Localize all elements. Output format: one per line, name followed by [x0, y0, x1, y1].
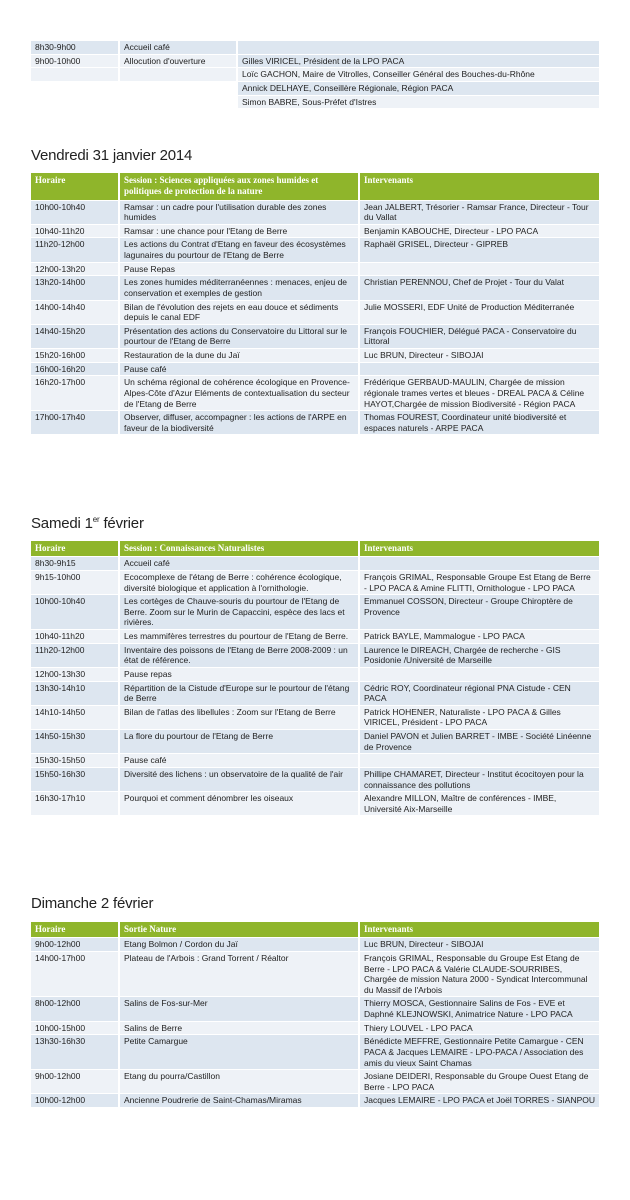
header-session: Session : Sciences appliquées aux zones humides et politiques de protection de la nature [118, 173, 358, 200]
session-cell: Accueil café [118, 557, 358, 570]
time-cell: 11h20-12h00 [31, 644, 118, 667]
session-cell [118, 68, 236, 81]
speaker-cell: Josiane DEIDERI, Responsable du Groupe Ouest Etang de Berre - LPO PACA [358, 1070, 599, 1093]
table-row [31, 276, 599, 299]
session-cell: Les mammifères terrestres du pourtour de l'Etang de Berre. [118, 630, 358, 643]
speaker-cell: Julie MOSSERI, EDF Unité de Production Méditerranée [358, 301, 599, 324]
speaker-cell: Daniel PAVON et Julien BARRET - IMBE - Société Linéenne de Provence [358, 730, 599, 753]
time-cell: 16h00-16h20 [31, 363, 118, 376]
table-row [31, 571, 599, 594]
session-cell: Inventaire des poissons de l'Etang de Berre 2008-2009 : un état de référence. [118, 644, 358, 667]
time-cell: 9h00-12h00 [31, 938, 118, 951]
table-header [31, 173, 599, 200]
session-cell: Ancienne Poudrerie de Saint-Chamas/Miramas [118, 1094, 358, 1107]
speaker-cell: Benjamin KABOUCHE, Directeur - LPO PACA [358, 225, 599, 238]
table-row [31, 325, 599, 348]
session-cell: Ramsar : un cadre pour l'utilisation durable des zones humides [118, 201, 358, 224]
table-row [31, 792, 599, 815]
time-cell: 9h00-12h00 [31, 1070, 118, 1093]
time-cell: 14h00-17h00 [31, 952, 118, 997]
session-cell: Ramsar : une chance pour l'Etang de Berre [118, 225, 358, 238]
speaker-cell: François GRIMAL, Responsable Groupe Est Etang de Berre - LPO PACA & Amine FLITTI, Ornithologue - LPO PACA [358, 571, 599, 594]
speaker-cell: Patrick BAYLE, Mammalogue - LPO PACA [358, 630, 599, 643]
table-row [31, 595, 599, 629]
time-cell: 8h30-9h15 [31, 557, 118, 570]
header-session: Session : Connaissances Naturalistes [118, 541, 358, 556]
table-row [31, 41, 599, 54]
saturday-heading-sup: er [92, 515, 100, 524]
speaker-cell: Simon BABRE, Sous-Préfet d'Istres [236, 96, 599, 109]
session-cell: Les zones humides méditerranéennes : menaces, enjeu de conservation et exemples de gestion [118, 276, 358, 299]
session-cell: Observer, diffuser, accompagner : les actions de l'ARPE en faveur de la biodiversité [118, 411, 358, 434]
session-cell: Ecocomplexe de l'étang de Berre : cohérence écologique, diversité biologique et application à l'ornithologie. [118, 571, 358, 594]
session-cell: Pause Repas [118, 263, 358, 276]
table-row [31, 730, 599, 753]
session-cell: Salins de Fos-sur-Mer [118, 997, 358, 1020]
time-cell: 13h30-14h10 [31, 682, 118, 705]
speaker-cell: Thierry MOSCA, Gestionnaire Salins de Fos - EVE et Daphné KLEJNOWSKI, Animatrice Nature - LPO PACA [358, 997, 599, 1020]
session-cell: Allocution d'ouverture [118, 55, 236, 68]
session-cell: Pause café [118, 363, 358, 376]
header-speakers: Intervenants [358, 922, 599, 937]
table-row [31, 55, 599, 68]
speaker-cell: Phillipe CHAMARET, Directeur - Institut écocitoyen pour la connaissance des pollutions [358, 768, 599, 791]
speaker-cell: Thiery LOUVEL - LPO PACA [358, 1022, 599, 1035]
time-cell: 9h00-10h00 [31, 55, 118, 68]
speaker-cell: Jacques LEMAIRE - LPO PACA et Joël TORRES - SIANPOU [358, 1094, 599, 1107]
time-cell: 14h50-15h30 [31, 730, 118, 753]
time-cell: 13h20-14h00 [31, 276, 118, 299]
speaker-cell [358, 363, 599, 376]
table-row [31, 349, 599, 362]
speaker-cell: Frédérique GERBAUD-MAULIN, Chargée de mission régionale trames vertes et bleues - DREAL PACA & Céline HAYOT,Chargée de mission Biodiversité - Région PACA [358, 376, 599, 410]
time-cell: 17h00-17h40 [31, 411, 118, 434]
session-cell: Bilan de l'atlas des libellules : Zoom sur l'Etang de Berre [118, 706, 358, 729]
session-cell: Répartition de la Cistude d'Europe sur le pourtour de l'étang de Berre [118, 682, 358, 705]
table-row [31, 630, 599, 643]
session-cell: Restauration de la dune du Jaï [118, 349, 358, 362]
table-row [31, 82, 599, 95]
session-cell: Accueil café [118, 41, 236, 54]
friday-table [31, 172, 599, 435]
session-cell: La flore du pourtour de l'Etang de Berre [118, 730, 358, 753]
speaker-cell: Bénédicte MEFFRE, Gestionnaire Petite Camargue - CEN PACA & Jacques LEMAIRE - LPO-PACA / Association des amis du vieux Saint Chamas [358, 1035, 599, 1069]
time-cell: 10h40-11h20 [31, 630, 118, 643]
table-row [31, 376, 599, 410]
table-row [31, 96, 599, 109]
time-cell: 15h50-16h30 [31, 768, 118, 791]
table-row [31, 952, 599, 997]
speaker-cell: Raphaël GRISEL, Directeur - GIPREB [358, 238, 599, 261]
session-cell: Etang Bolmon / Cordon du Jaï [118, 938, 358, 951]
table-row [31, 557, 599, 570]
speaker-cell [236, 41, 599, 54]
speaker-cell: Jean JALBERT, Trésorier - Ramsar France, Directeur - Tour du Vallat [358, 201, 599, 224]
table-row [31, 301, 599, 324]
table-row [31, 263, 599, 276]
speaker-cell: Gilles VIRICEL, Président de la LPO PACA [236, 55, 599, 68]
table-row [31, 682, 599, 705]
session-cell: Un schéma régional de cohérence écologique en Provence-Alpes-Côte d'Azur Eléments de contextualisation du secteur de l'Etang de Berre [118, 376, 358, 410]
time-cell: 14h00-14h40 [31, 301, 118, 324]
session-cell: Les actions du Contrat d'Etang en faveur des écosystèmes lagunaires du pourtour de l'Etang de Berre [118, 238, 358, 261]
time-cell: 10h00-10h40 [31, 595, 118, 629]
time-cell: 16h30-17h10 [31, 792, 118, 815]
speaker-cell: Laurence le DIREACH, Chargée de recherche - GIS Posidonie /Université de Marseille [358, 644, 599, 667]
time-cell: 10h00-10h40 [31, 201, 118, 224]
time-cell: 12h00-13h30 [31, 668, 118, 681]
time-cell: 9h15-10h00 [31, 571, 118, 594]
time-cell [31, 68, 118, 81]
session-cell: Etang du pourra/Castillon [118, 1070, 358, 1093]
saturday-heading [31, 515, 144, 534]
session-cell: Pause repas [118, 668, 358, 681]
time-cell: 11h20-12h00 [31, 238, 118, 261]
saturday-heading-suffix: février [99, 515, 144, 532]
time-cell [31, 82, 118, 95]
table-header [31, 922, 599, 937]
table-row [31, 706, 599, 729]
table-row [31, 225, 599, 238]
table-row [31, 1094, 599, 1107]
speaker-cell [358, 263, 599, 276]
opening-table [31, 40, 599, 109]
sunday-heading: Dimanche 2 février [31, 895, 154, 912]
session-cell: Pourquoi et comment dénombrer les oiseaux [118, 792, 358, 815]
header-time: Horaire [31, 922, 118, 937]
sunday-table [31, 921, 599, 1108]
header-session: Sortie Nature [118, 922, 358, 937]
table-row [31, 201, 599, 224]
speaker-cell: Thomas FOUREST, Coordinateur unité biodiversité et espaces naturels - ARPE PACA [358, 411, 599, 434]
table-row [31, 754, 599, 767]
time-cell: 8h00-12h00 [31, 997, 118, 1020]
header-time: Horaire [31, 541, 118, 556]
session-cell: Petite Camargue [118, 1035, 358, 1069]
saturday-heading-text: Samedi 1 [31, 515, 93, 532]
speaker-cell: Luc BRUN, Directeur - SIBOJAI [358, 349, 599, 362]
table-row [31, 411, 599, 434]
table-row [31, 938, 599, 951]
session-cell: Pause café [118, 754, 358, 767]
session-cell [118, 82, 236, 95]
table-row [31, 1070, 599, 1093]
time-cell [31, 96, 118, 109]
time-cell: 13h30-16h30 [31, 1035, 118, 1069]
time-cell: 16h20-17h00 [31, 376, 118, 410]
speaker-cell [358, 557, 599, 570]
session-cell: Diversité des lichens : un observatoire de la qualité de l'air [118, 768, 358, 791]
table-row [31, 768, 599, 791]
header-time: Horaire [31, 173, 118, 200]
friday-heading: Vendredi 31 janvier 2014 [31, 147, 193, 164]
table-row [31, 644, 599, 667]
table-row [31, 68, 599, 81]
speaker-cell: Annick DELHAYE, Conseillère Régionale, Région PACA [236, 82, 599, 95]
table-row [31, 363, 599, 376]
table-row [31, 1022, 599, 1035]
header-speakers: Intervenants [358, 173, 599, 200]
table-row [31, 668, 599, 681]
time-cell: 15h30-15h50 [31, 754, 118, 767]
time-cell: 10h00-12h00 [31, 1094, 118, 1107]
speaker-cell: Alexandre MILLON, Maître de conférences - IMBE, Université Aix-Marseille [358, 792, 599, 815]
table-row [31, 1035, 599, 1069]
time-cell: 14h40-15h20 [31, 325, 118, 348]
table-row [31, 997, 599, 1020]
time-cell: 15h20-16h00 [31, 349, 118, 362]
speaker-cell: Cédric ROY, Coordinateur régional PNA Cistude - CEN PACA [358, 682, 599, 705]
time-cell: 14h10-14h50 [31, 706, 118, 729]
session-cell [118, 96, 236, 109]
session-cell: Les cortèges de Chauve-souris du pourtour de l'Etang de Berre. Zoom sur le Murin de Capaccini, espèce des lacs et rivières. [118, 595, 358, 629]
speaker-cell: Loïc GACHON, Maire de Vitrolles, Conseiller Général des Bouches-du-Rhône [236, 68, 599, 81]
speaker-cell [358, 668, 599, 681]
speaker-cell: François GRIMAL, Responsable du Groupe Est Etang de Berre - LPO PACA & Valérie CLAUDE-SOURRIBES, Chargée de mission Natura 2000 - Syndicat Intercommunal du Massif de l'Arbois [358, 952, 599, 997]
time-cell: 10h40-11h20 [31, 225, 118, 238]
session-cell: Bilan de l'évolution des rejets en eau douce et sédiments depuis le canal EDF [118, 301, 358, 324]
session-cell: Salins de Berre [118, 1022, 358, 1035]
speaker-cell: Patrick HOHENER, Naturaliste - LPO PACA & Gilles VIRICEL, Président - LPO PACA [358, 706, 599, 729]
speaker-cell: François FOUCHIER, Délégué PACA - Conservatoire du Littoral [358, 325, 599, 348]
table-row [31, 238, 599, 261]
speaker-cell: Luc BRUN, Directeur - SIBOJAI [358, 938, 599, 951]
time-cell: 12h00-13h20 [31, 263, 118, 276]
session-cell: Présentation des actions du Conservatoire du Littoral sur le pourtour de l'Etang de Berre [118, 325, 358, 348]
table-header [31, 541, 599, 556]
session-cell: Plateau de l'Arbois : Grand Torrent / Réaltor [118, 952, 358, 997]
time-cell: 8h30-9h00 [31, 41, 118, 54]
time-cell: 10h00-15h00 [31, 1022, 118, 1035]
saturday-table [31, 540, 599, 816]
header-speakers: Intervenants [358, 541, 599, 556]
speaker-cell: Christian PERENNOU, Chef de Projet - Tour du Valat [358, 276, 599, 299]
speaker-cell [358, 754, 599, 767]
speaker-cell: Emmanuel COSSON, Directeur - Groupe Chiroptère de Provence [358, 595, 599, 629]
